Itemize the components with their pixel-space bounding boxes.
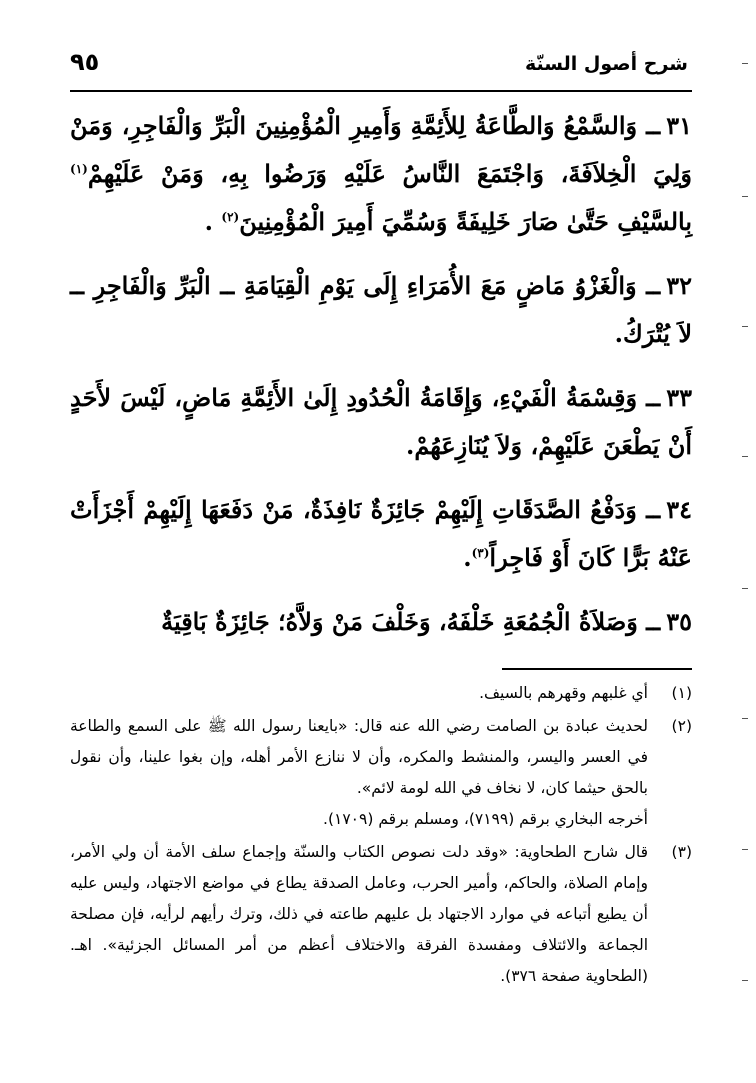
footnote-1 (70, 678, 692, 709)
footnote-ref[interactable]: (٢) (221, 210, 240, 224)
margin-tick (742, 456, 748, 457)
margin-tick (742, 326, 748, 327)
margin-tick (742, 196, 748, 197)
article-text-end: . (204, 207, 222, 236)
margin-tick (742, 588, 748, 589)
footnote-ref[interactable]: (١) (70, 162, 88, 176)
margin-tick (742, 63, 748, 64)
article-text: ــ وَدَفْعُ الصَّدَقَاتِ إِلَيْهِمْ جَائِزَةٌ نَافِذَةٌ، مَنْ دَفَعَهَا إِلَيْهِمْ أَجْزَأَتْ عَنْهُ بَرًّا كَانَ أَوْ فَاجِراً (70, 495, 692, 572)
article-32 (70, 262, 692, 358)
article-text: ــ وَالسَّمْعُ وَالطَّاعَةُ لِلأَئِمَّةِ وَأَمِيرِ الْمُؤْمِنِينَ الْبَرِّ وَالْفَاجِرِ، وَمَنْ وَلِيَ الْخِلاَفَةَ، وَاجْتَمَعَ النَّاسُ عَلَيْهِ وَرَضُوا بِهِ، وَمَنْ عَلَيْهِمْ (70, 111, 692, 188)
article-text-cont: . (463, 543, 472, 572)
article-text-cont: بِالسَّيْفِ حَتَّىٰ صَارَ خَلِيفَةً وَسُمِّيَ أَمِيرَ الْمُؤْمِنِينَ (239, 207, 692, 236)
footnote-text: قال شارح الطحاوية: «وقد دلت نصوص الكتاب والسنّة وإجماع سلف الأمة أن ولي الأمر، وإمام الصلاة، والحاكم، وأمير الحرب، وعامل الصدقة يطاع في مواضع الاجتهاد، وليس عليه أن يطيع أتباعه في موارد الاجتهاد بل عليهم طاعته في ذلك، وترك رأيهم لرأيه، فإن مصلحة الجماعة والائتلاف ومفسدة الفرقة والاختلاف أعظم من أمر المسائل الجزئية». اهـ. (الطحاوية صفحة ٣٧٦). (70, 843, 648, 985)
margin-tick (742, 849, 748, 850)
article-number: ٣٤ (666, 495, 692, 524)
article-31 (70, 102, 692, 246)
footnote-number: (١) (671, 684, 692, 702)
footnote-number: (٣) (671, 843, 692, 861)
header-rule (70, 90, 692, 92)
footnote-body (70, 711, 648, 835)
footnote-text: أي غلبهم وقهرهم بالسيف. (479, 684, 648, 702)
margin-tick (742, 980, 748, 981)
footnotes (70, 678, 692, 992)
article-number: ٣٣ (666, 383, 692, 412)
margin-tick (742, 718, 748, 719)
footnote-source: أخرجه البخاري برقم (٧١٩٩)، ومسلم برقم (١٧٠٩). (323, 810, 648, 828)
running-head: شرح أصول السنّة (525, 53, 688, 75)
article-text: ــ وَقِسْمَةُ الْفَيْءِ، وَإِقَامَةُ الْحُدُودِ إِلَىٰ الأَئِمَّةِ مَاضٍ، لَيْسَ لأَحَدٍ أَنْ يَطْعَنَ عَلَيْهِمْ، وَلاَ يُنَازِعَهُمْ. (70, 383, 692, 460)
footnote-body (70, 837, 648, 992)
articles (70, 102, 692, 646)
footnote-text: لحديث عبادة بن الصامت رضي الله عنه قال: «بايعنا رسول الله ﷺ على السمع والطاعة في العسر واليسر، والمنشط والمكره، وأن لا ننازع الأمر أهله، وإن بغوا علينا، وأن نقول بالحق حيثما كان، لا نخاف في الله لومة لائم». (70, 717, 648, 797)
footnote-number: (٢) (671, 717, 692, 735)
article-number: ٣٥ (666, 607, 692, 636)
article-number: ٣٢ (666, 271, 692, 300)
article-35 (70, 598, 692, 646)
article-number: ٣١ (666, 111, 692, 140)
footnote-2 (70, 711, 692, 835)
footnote-ref[interactable]: (٣) (471, 546, 490, 560)
page-header (70, 48, 692, 90)
footnote-3 (70, 837, 692, 992)
article-34 (70, 486, 692, 582)
footnote-separator (502, 668, 692, 670)
article-33 (70, 374, 692, 470)
book-page (70, 48, 692, 994)
footnote-body (70, 678, 648, 709)
article-text: ــ وَالْغَزْوُ مَاضٍ مَعَ الأُمَرَاءِ إِلَى يَوْمِ الْقِيَامَةِ ــ الْبَرِّ وَالْفَاجِرِ ــ لاَ يُتْرَكُ. (70, 271, 692, 348)
article-text: ــ وَصَلاَةُ الْجُمُعَةِ خَلْفَهُ، وَخَلْفَ مَنْ وَلاَّهُ؛ جَائِزَةٌ بَاقِيَةٌ (161, 607, 661, 636)
page-number: ٩٥ (70, 48, 100, 76)
